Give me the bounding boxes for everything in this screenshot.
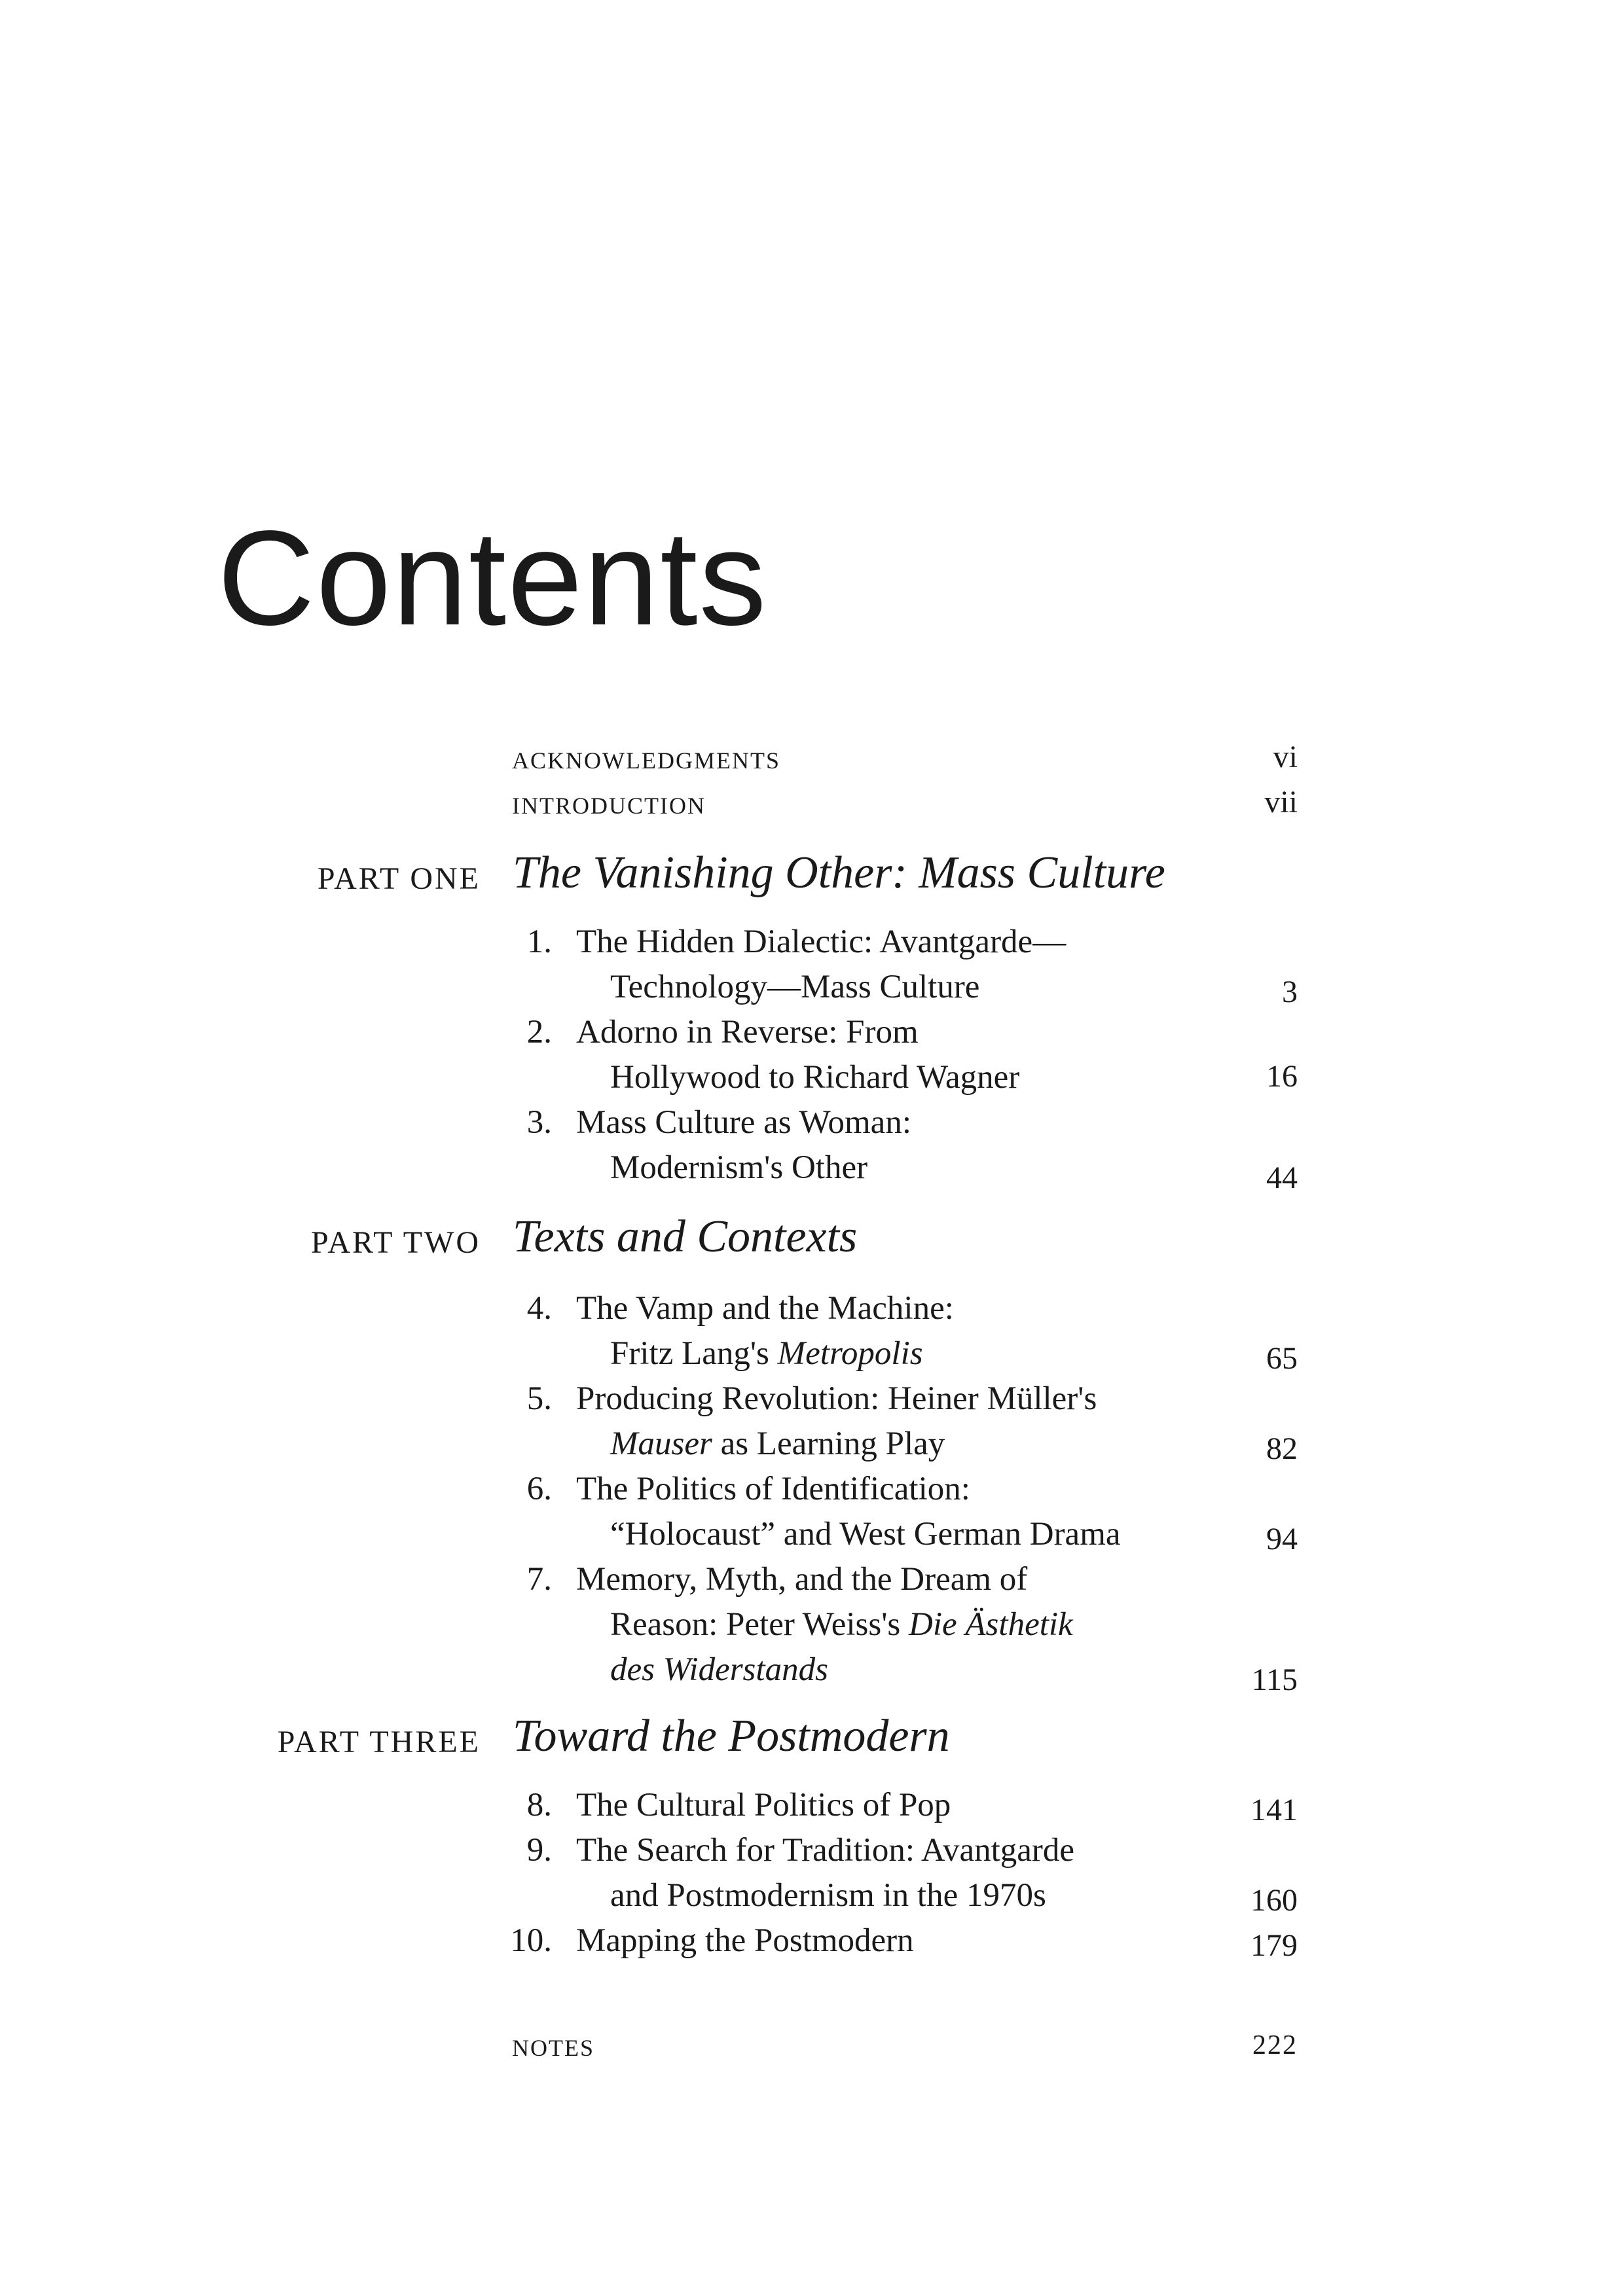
part-three-label: PART THREE — [277, 1725, 481, 1759]
part-one-label: PART ONE — [317, 861, 481, 896]
chapter-4-title-line2 — [610, 1337, 923, 1371]
chapter-7-title-line2-prefix: Reason: Peter Weiss's — [610, 1606, 909, 1643]
chapter-9-title-line2: and Postmodernism in the 1970s — [610, 1877, 1046, 1914]
chapter-4-title-line1: The Vamp and the Machine: — [576, 1290, 954, 1327]
part-two-title: Texts and Contexts — [513, 1211, 858, 1262]
chapter-10-page: 179 — [1250, 1928, 1298, 1963]
chapter-1-title-line2: Technology—Mass Culture — [610, 969, 980, 1005]
chapter-6-title-line1: The Politics of Identification: — [576, 1471, 970, 1507]
chapter-1-page: 3 — [1282, 975, 1298, 1009]
chapter-5-title-line1: Producing Revolution: Heiner Müller's — [576, 1380, 1097, 1417]
chapter-7-title-line2 — [610, 1608, 1073, 1641]
front-acknowledgments-page: vi — [1273, 740, 1298, 774]
chapter-10-number: 10. — [510, 1922, 552, 1959]
chapter-9-page: 160 — [1250, 1883, 1298, 1918]
chapter-7-title-line1: Memory, Myth, and the Dream of — [576, 1561, 1028, 1598]
chapter-6-page: 94 — [1266, 1522, 1298, 1556]
chapter-4-number: 4. — [526, 1290, 552, 1327]
chapter-1-number: 1. — [526, 924, 552, 960]
part-two-label: PART TWO — [311, 1225, 481, 1260]
part-three-title: Toward the Postmodern — [513, 1711, 950, 1761]
chapter-7-book-title-part2: des Widerstands — [610, 1651, 828, 1688]
chapter-5-title-line2 — [610, 1427, 945, 1461]
part-one-title: The Vanishing Other: Mass Culture — [513, 848, 1165, 898]
chapter-4-title-line2-prefix: Fritz Lang's — [610, 1335, 778, 1372]
chapter-7-number: 7. — [526, 1561, 552, 1598]
chapter-8-number: 8. — [526, 1787, 552, 1823]
chapter-10-title-line1: Mapping the Postmodern — [576, 1922, 914, 1959]
front-introduction-label: INTRODUCTION — [512, 793, 706, 819]
chapter-5-title-line2-suffix: as Learning Play — [712, 1426, 945, 1462]
chapter-4-film-title: Metropolis — [777, 1335, 923, 1372]
front-acknowledgments-label: ACKNOWLEDGMENTS — [512, 747, 780, 774]
chapter-5-play-title: Mauser — [610, 1426, 712, 1462]
page-title: Contents — [217, 503, 768, 653]
chapter-7-page: 115 — [1251, 1662, 1298, 1697]
back-notes-page: 222 — [1252, 2030, 1298, 2060]
chapter-2-page: 16 — [1266, 1059, 1298, 1094]
chapter-3-title-line2: Modernism's Other — [610, 1149, 868, 1186]
chapter-4-page: 65 — [1266, 1341, 1298, 1376]
chapter-6-number: 6. — [526, 1471, 552, 1507]
chapter-8-title-line1: The Cultural Politics of Pop — [576, 1787, 951, 1823]
chapter-3-number: 3. — [526, 1104, 552, 1141]
chapter-7-title-line3 — [610, 1653, 828, 1687]
chapter-7-book-title-part1: Die Ästhetik — [909, 1606, 1073, 1643]
chapter-2-title-line1: Adorno in Reverse: From — [576, 1014, 919, 1050]
chapter-2-number: 2. — [526, 1014, 552, 1050]
chapter-9-number: 9. — [526, 1832, 552, 1869]
chapter-5-number: 5. — [526, 1380, 552, 1417]
front-introduction-page: vii — [1264, 785, 1298, 819]
back-notes-label: NOTES — [512, 2035, 594, 2061]
chapter-2-title-line2: Hollywood to Richard Wagner — [610, 1059, 1020, 1096]
chapter-5-page: 82 — [1266, 1431, 1298, 1466]
chapter-6-title-line2: “Holocaust” and West German Drama — [610, 1516, 1121, 1552]
chapter-9-title-line1: The Search for Tradition: Avantgarde — [576, 1832, 1075, 1869]
chapter-1-title-line1: The Hidden Dialectic: Avantgarde— — [576, 924, 1067, 960]
chapter-8-page: 141 — [1250, 1793, 1298, 1827]
chapter-3-page: 44 — [1266, 1160, 1298, 1195]
chapter-3-title-line1: Mass Culture as Woman: — [576, 1104, 911, 1141]
